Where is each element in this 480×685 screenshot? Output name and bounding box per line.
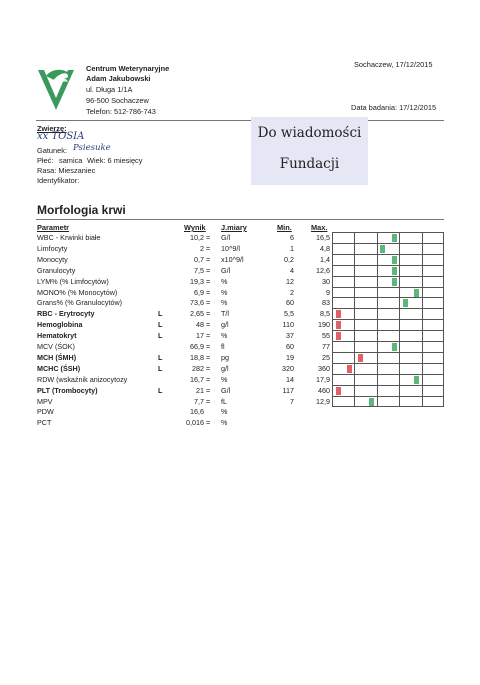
param-name: Limfocyty xyxy=(37,243,68,253)
unit-value: fl xyxy=(221,342,225,351)
range-segment xyxy=(399,243,421,254)
min-value: 2 xyxy=(290,287,294,297)
param-name: LYM% (% Limfocytów) xyxy=(37,276,109,286)
range-segment xyxy=(399,396,421,407)
place-date: Sochaczew, 17/12/2015 xyxy=(354,60,433,69)
result-value: 6,9 xyxy=(194,287,204,297)
table-row xyxy=(0,374,480,385)
range-segment xyxy=(354,243,376,254)
range-segment xyxy=(399,265,421,276)
table-row xyxy=(0,276,480,287)
normal-marker xyxy=(369,398,374,406)
result-value: 16,7 xyxy=(190,374,204,384)
notice-stamp xyxy=(251,117,368,185)
min-value: 5,5 xyxy=(284,309,294,319)
min-value: 110 xyxy=(282,320,294,330)
stamp-line-1: Do wiadomości xyxy=(257,125,362,141)
range-segment xyxy=(399,232,421,243)
abnormal-marker xyxy=(347,365,352,373)
equals-sign: = xyxy=(206,418,211,428)
range-segment xyxy=(422,276,444,287)
equals-sign: = xyxy=(206,298,211,308)
range-segment xyxy=(422,243,444,254)
param-name: WBC - Krwinki białe xyxy=(37,233,101,242)
range-segment xyxy=(399,385,421,396)
table-row xyxy=(0,265,480,276)
param-name: Monocyty xyxy=(37,254,68,264)
range-segment xyxy=(422,341,444,352)
range-segment xyxy=(377,363,399,374)
range-bar xyxy=(332,254,444,265)
range-bar xyxy=(332,363,444,374)
species-value: Psiesuke xyxy=(73,143,111,153)
range-segment xyxy=(399,254,421,265)
range-segment xyxy=(354,341,376,352)
range-segment xyxy=(399,308,421,319)
range-segment xyxy=(377,330,399,341)
range-bar xyxy=(332,330,444,341)
range-segment xyxy=(422,396,444,407)
range-bar xyxy=(332,308,444,319)
normal-marker xyxy=(392,234,397,242)
table-row xyxy=(0,287,480,298)
result-value: 2,65 xyxy=(190,309,204,319)
study-date: Data badania: 17/12/2015 xyxy=(351,103,437,112)
range-segment xyxy=(354,297,376,308)
range-segment xyxy=(377,297,399,308)
table-row xyxy=(0,308,480,319)
animal-name: xx TOSIA xyxy=(37,131,85,142)
table-row xyxy=(0,385,480,396)
range-bar xyxy=(332,297,444,308)
abnormal-marker xyxy=(336,321,341,329)
range-bar xyxy=(332,385,444,396)
max-value: 77 xyxy=(322,342,330,351)
min-value: 0,2 xyxy=(284,254,294,264)
max-value: 30 xyxy=(322,276,330,286)
range-bar xyxy=(332,287,444,298)
clinic-street: ul. Długa 1/1A xyxy=(86,85,133,94)
equals-sign: = xyxy=(206,320,211,330)
param-name: MONO% (% Monocytów) xyxy=(37,287,118,297)
range-bar xyxy=(332,341,444,352)
normal-marker xyxy=(414,376,419,384)
unit-value: T/l xyxy=(221,309,229,319)
result-value: 10,2 xyxy=(190,233,204,242)
col-min: Min. xyxy=(277,223,292,232)
param-name: Hematokryt xyxy=(37,331,77,341)
results-table xyxy=(0,232,480,442)
min-value: 12 xyxy=(286,276,294,286)
unit-value: G/l xyxy=(221,265,231,275)
col-result: Wynik xyxy=(184,223,206,232)
range-segment xyxy=(399,330,421,341)
result-value: 0,016 xyxy=(186,418,204,428)
unit-value: g/l xyxy=(221,363,229,373)
param-name: RBC - Erytrocyty xyxy=(37,309,95,319)
unit-value: % xyxy=(221,331,228,341)
range-segment xyxy=(332,297,354,308)
range-segment xyxy=(332,341,354,352)
header-divider xyxy=(36,120,444,121)
param-name: Grans% (% Granulocytów) xyxy=(37,298,123,308)
table-row xyxy=(0,330,480,341)
result-value: 18,8 xyxy=(190,352,204,362)
unit-value: fL xyxy=(221,396,227,406)
equals-sign: = xyxy=(206,342,211,351)
range-grid-bottom xyxy=(332,406,444,407)
equals-sign: = xyxy=(206,352,211,362)
param-name: MCHC (ŚSH) xyxy=(37,363,81,373)
range-segment xyxy=(377,352,399,363)
result-value: 66,9 xyxy=(190,342,204,351)
breed-value: Rasa: Mieszaniec xyxy=(37,166,96,175)
table-row xyxy=(0,341,480,352)
unit-value: % xyxy=(221,276,228,286)
result-value: 7,5 xyxy=(194,265,204,275)
table-row xyxy=(0,406,480,417)
range-segment xyxy=(422,385,444,396)
range-segment xyxy=(332,396,354,407)
abnormal-flag: L xyxy=(158,363,163,373)
max-value: 83 xyxy=(322,298,330,308)
clinic-postal: 96-500 Sochaczew xyxy=(86,96,149,105)
result-value: 73,6 xyxy=(190,298,204,308)
unit-value: % xyxy=(221,298,228,308)
table-row xyxy=(0,232,480,243)
identifier-label: Identyfikator: xyxy=(37,176,80,185)
equals-sign: = xyxy=(206,265,211,275)
clinic-phone: Telefon: 512-786-743 xyxy=(86,107,156,116)
param-name: RDW (wskaźnik anizocytozy xyxy=(37,374,128,384)
result-value: 19,3 xyxy=(190,276,204,286)
max-value: 9 xyxy=(326,287,330,297)
range-bar xyxy=(332,232,444,243)
unit-value: pg xyxy=(221,352,229,362)
unit-value: % xyxy=(221,407,228,417)
abnormal-marker xyxy=(336,387,341,395)
table-row xyxy=(0,352,480,363)
result-value: 7,7 xyxy=(194,396,204,406)
range-segment xyxy=(354,385,376,396)
table-row xyxy=(0,243,480,254)
max-value: 17,9 xyxy=(316,374,330,384)
range-bar xyxy=(332,265,444,276)
range-segment xyxy=(354,374,376,385)
param-name: PLT (Trombocyty) xyxy=(37,385,98,395)
col-max: Max. xyxy=(311,223,328,232)
min-value: 320 xyxy=(282,363,294,373)
range-segment xyxy=(354,265,376,276)
stamp-line-2: Fundacji xyxy=(279,156,340,172)
range-bar xyxy=(332,319,444,330)
table-row xyxy=(0,363,480,374)
normal-marker xyxy=(392,278,397,286)
sex-value: samica xyxy=(59,156,83,165)
range-segment xyxy=(377,287,399,298)
param-name: MCV (ŚOK) xyxy=(37,342,75,351)
range-segment xyxy=(354,287,376,298)
animal-heading: Zwierzę: xyxy=(37,124,67,133)
equals-sign: = xyxy=(206,385,211,395)
range-segment xyxy=(399,319,421,330)
range-segment xyxy=(354,308,376,319)
equals-sign: = xyxy=(206,309,211,319)
param-name: Granulocyty xyxy=(37,265,76,275)
abnormal-flag: L xyxy=(158,320,163,330)
range-segment xyxy=(422,265,444,276)
species-label: Gatunek: xyxy=(37,146,67,155)
min-value: 14 xyxy=(286,374,294,384)
range-segment xyxy=(332,265,354,276)
range-segment xyxy=(377,374,399,385)
max-value: 12,6 xyxy=(316,265,330,275)
normal-marker xyxy=(392,267,397,275)
unit-value: x10^9/l xyxy=(221,254,244,264)
range-bar xyxy=(332,243,444,254)
unit-value: G/l xyxy=(221,233,231,242)
result-value: 282 xyxy=(192,363,204,373)
range-segment xyxy=(422,374,444,385)
section-divider xyxy=(36,219,444,220)
min-value: 19 xyxy=(286,352,294,362)
equals-sign: = xyxy=(206,374,211,384)
max-value: 360 xyxy=(318,363,330,373)
range-segment xyxy=(422,287,444,298)
table-row xyxy=(0,319,480,330)
result-value: 48 xyxy=(196,320,204,330)
range-segment xyxy=(422,308,444,319)
range-segment xyxy=(422,352,444,363)
table-row xyxy=(0,396,480,407)
equals-sign: = xyxy=(206,363,211,373)
result-value: 21 xyxy=(196,385,204,395)
min-value: 7 xyxy=(290,396,294,406)
range-segment xyxy=(399,363,421,374)
max-value: 190 xyxy=(318,320,330,330)
abnormal-flag: L xyxy=(158,309,163,319)
max-value: 12,9 xyxy=(316,396,330,406)
range-segment xyxy=(332,254,354,265)
min-value: 117 xyxy=(282,385,294,395)
param-name: PDW xyxy=(37,407,54,417)
abnormal-flag: L xyxy=(158,352,163,362)
abnormal-marker xyxy=(336,332,341,340)
range-segment xyxy=(354,232,376,243)
range-segment xyxy=(332,243,354,254)
unit-value: G/l xyxy=(221,385,231,395)
range-segment xyxy=(332,276,354,287)
age-value: Wiek: 6 miesięcy xyxy=(87,156,143,165)
range-bar xyxy=(332,352,444,363)
abnormal-flag: L xyxy=(158,385,163,395)
range-segment xyxy=(377,385,399,396)
max-value: 25 xyxy=(322,352,330,362)
unit-value: % xyxy=(221,374,228,384)
abnormal-marker xyxy=(336,310,341,318)
equals-sign: = xyxy=(206,243,211,253)
range-segment xyxy=(377,308,399,319)
clinic-name: Centrum Weterynaryjne xyxy=(86,64,170,73)
equals-sign: = xyxy=(206,287,211,297)
result-value: 2 xyxy=(200,243,204,253)
table-row xyxy=(0,254,480,265)
normal-marker xyxy=(380,245,385,253)
max-value: 460 xyxy=(318,385,330,395)
section-title: Morfologia krwi xyxy=(37,203,126,217)
min-value: 4 xyxy=(290,265,294,275)
range-bar xyxy=(332,276,444,287)
range-segment xyxy=(422,363,444,374)
max-value: 16,5 xyxy=(316,233,330,242)
range-segment xyxy=(332,287,354,298)
range-segment xyxy=(354,276,376,287)
range-segment xyxy=(422,297,444,308)
min-value: 60 xyxy=(286,298,294,308)
equals-sign: = xyxy=(206,331,211,341)
unit-value: % xyxy=(221,287,228,297)
normal-marker xyxy=(403,299,408,307)
clinic-logo-icon xyxy=(36,66,76,112)
range-segment xyxy=(354,319,376,330)
unit-value: 10^9/l xyxy=(221,243,240,253)
unit-value: g/l xyxy=(221,320,229,330)
sex-label: Płeć: xyxy=(37,156,54,165)
range-segment xyxy=(399,276,421,287)
range-segment xyxy=(422,319,444,330)
param-name: PCT xyxy=(37,418,52,428)
range-segment xyxy=(377,319,399,330)
max-value: 55 xyxy=(322,331,330,341)
equals-sign: = xyxy=(206,254,211,264)
range-segment xyxy=(332,232,354,243)
range-segment xyxy=(422,232,444,243)
result-value: 16,6 xyxy=(190,407,204,417)
param-name: MPV xyxy=(37,396,53,406)
table-row xyxy=(0,417,480,428)
range-segment xyxy=(399,352,421,363)
min-value: 6 xyxy=(290,233,294,242)
equals-sign: = xyxy=(206,396,211,406)
max-value: 8,5 xyxy=(320,309,330,319)
unit-value: % xyxy=(221,418,228,428)
col-unit: J.miary xyxy=(221,223,247,232)
min-value: 37 xyxy=(286,331,294,341)
range-bar xyxy=(332,396,444,407)
range-segment xyxy=(422,254,444,265)
result-value: 0,7 xyxy=(194,254,204,264)
range-segment xyxy=(422,330,444,341)
normal-marker xyxy=(414,289,419,297)
result-value: 17 xyxy=(196,331,204,341)
max-value: 1,4 xyxy=(320,254,330,264)
range-segment xyxy=(354,363,376,374)
range-segment xyxy=(354,254,376,265)
equals-sign: = xyxy=(206,233,211,242)
range-segment xyxy=(399,341,421,352)
range-segment xyxy=(377,396,399,407)
min-value: 1 xyxy=(290,243,294,253)
abnormal-flag: L xyxy=(158,331,163,341)
clinic-owner: Adam Jakubowski xyxy=(86,74,151,83)
normal-marker xyxy=(392,256,397,264)
param-name: MCH (ŚMH) xyxy=(37,352,77,362)
range-segment xyxy=(354,330,376,341)
table-row xyxy=(0,297,480,308)
col-param: Parametr xyxy=(37,223,70,232)
equals-sign: = xyxy=(206,276,211,286)
param-name: Hemoglobina xyxy=(37,320,83,330)
range-segment xyxy=(332,352,354,363)
range-segment xyxy=(332,374,354,385)
min-value: 60 xyxy=(286,342,294,351)
abnormal-marker xyxy=(358,354,363,362)
max-value: 4,8 xyxy=(320,243,330,253)
normal-marker xyxy=(392,343,397,351)
range-bar xyxy=(332,374,444,385)
